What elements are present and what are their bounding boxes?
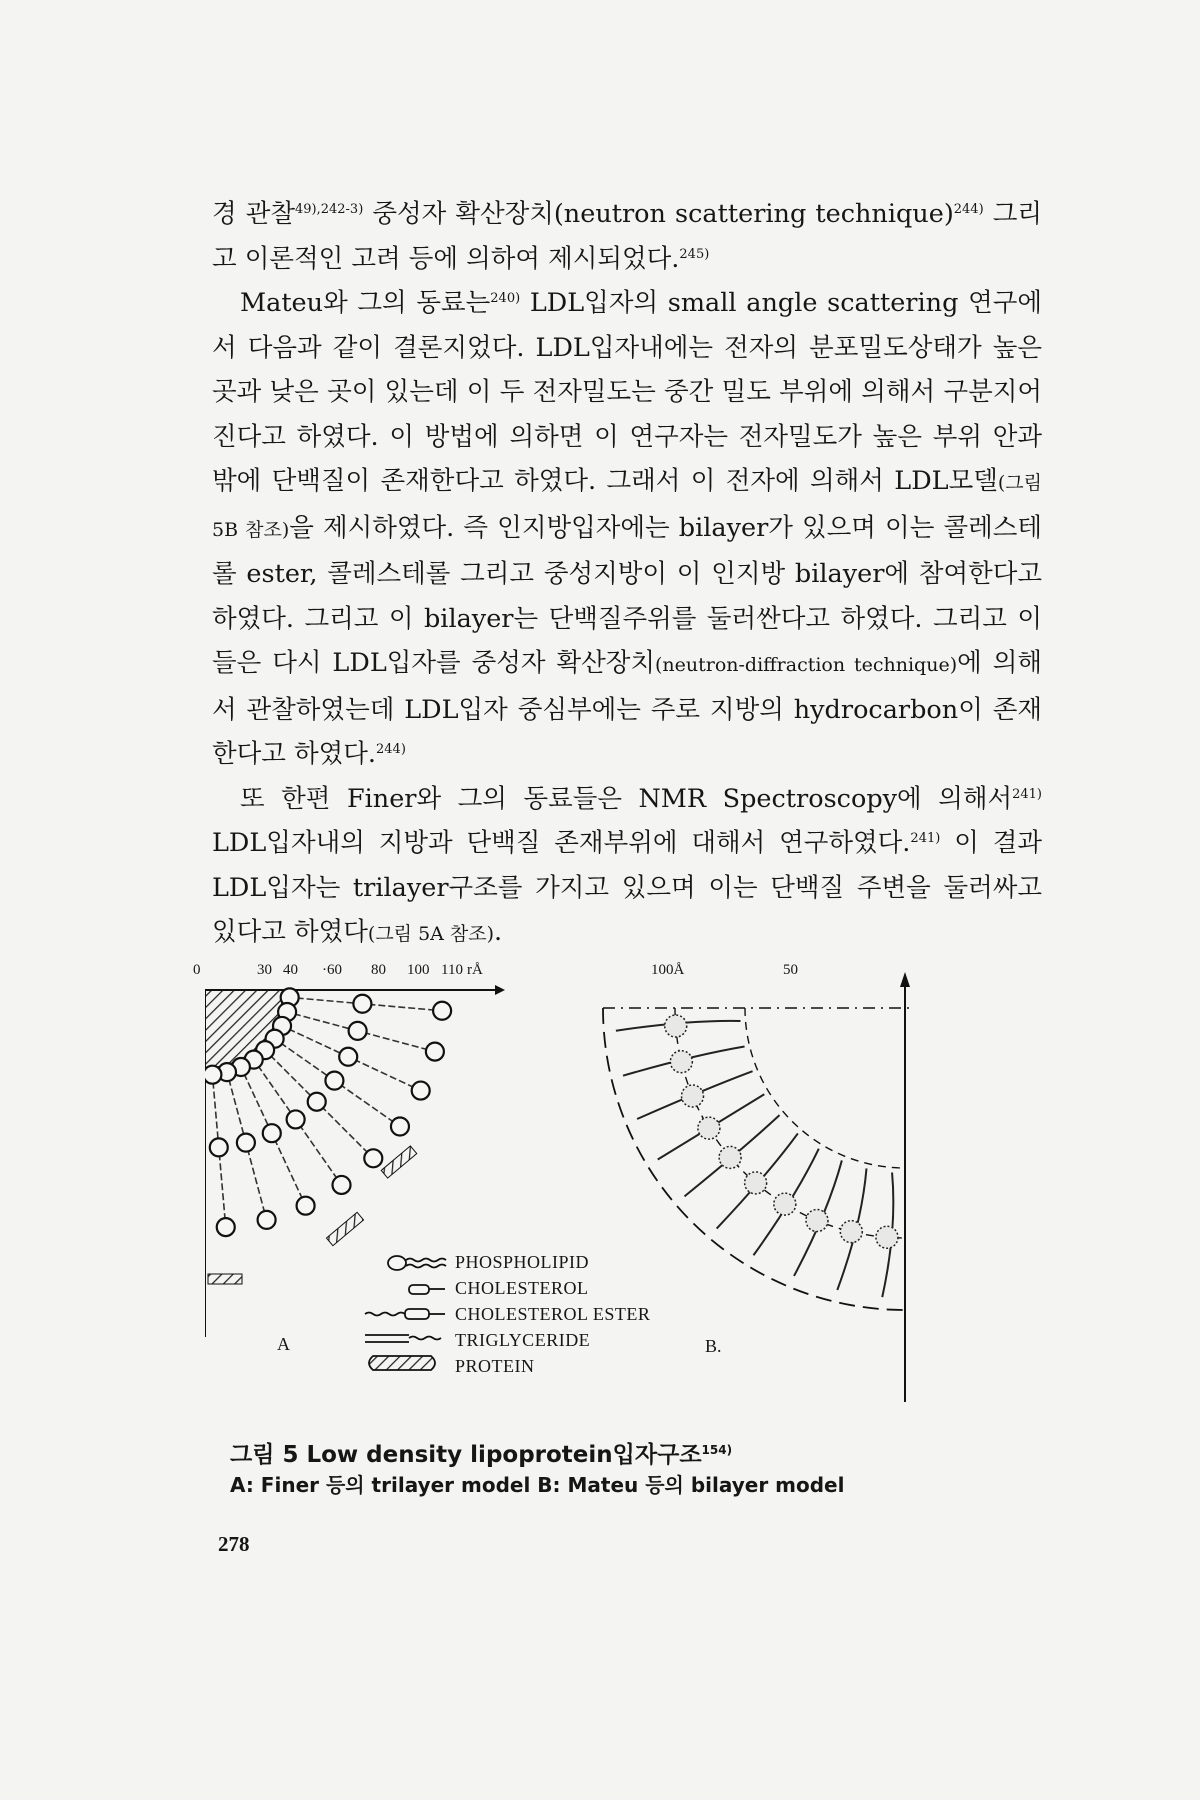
axis-tick: rÅ (467, 962, 483, 978)
text-run: LDL입자내의 지방과 단백질 존재부위에 대해서 연구하였다. (212, 828, 911, 858)
protein-block (381, 1146, 417, 1178)
axis-tick: 100 (407, 962, 430, 978)
figure-caption-title (230, 1436, 732, 1469)
technique-name: (neutron-diffraction technique) (654, 654, 958, 676)
lipid-chain (354, 1059, 412, 1086)
legend-symbols (365, 1256, 446, 1370)
protein-globule (745, 1172, 767, 1194)
citation: 240) (490, 291, 521, 306)
phospholipid-head (287, 1110, 305, 1128)
outer-boundary (603, 1008, 905, 1310)
citation: 49),242-3) (294, 202, 364, 217)
phospholipid-head (258, 1211, 276, 1229)
lipid-chain (321, 1106, 366, 1151)
protein-globule (876, 1226, 898, 1248)
axis-tick: 80 (371, 962, 386, 978)
legend-protein: PROTEIN (455, 1356, 535, 1376)
protein-block (326, 1212, 363, 1245)
legend-phospholipid: PHOSPHOLIPID (455, 1252, 590, 1272)
phospholipid-head (263, 1124, 281, 1142)
protein-globule (682, 1085, 704, 1107)
bilayer-lipids (616, 1015, 898, 1297)
phospholipid-head (339, 1048, 357, 1066)
page-number: 278 (218, 1532, 250, 1556)
protein-globule (840, 1221, 862, 1243)
phospholipid-head (333, 1176, 351, 1194)
text-run: 을 제시하였다. 즉 인지방입자에는 bilayer가 있으며 이는 콜레스테롤 ester, 콜레스테롤 그리고 중성지방이 이 인지방 bilayer에 참여한다고 하였다. 그리고 이 bilayer는 단백질주위를 둘러싼다고 하였다. 그리고 이들은 다시 LDL입자를 중성자 확산장치 (212, 512, 1042, 678)
phospholipid-head (325, 1072, 343, 1090)
phospholipid-head (391, 1118, 409, 1136)
text-run: 중성자 확산장치(neutron scattering technique) (363, 199, 954, 229)
panel-b-drawing (603, 972, 910, 1402)
lipid-chain (247, 1148, 264, 1210)
phospholipid-head (412, 1082, 430, 1100)
figure-reference: (그림 5A 참조) (367, 923, 495, 945)
figure-5 (193, 962, 1045, 1422)
axis-tick: 100Å (651, 962, 685, 978)
phospholipid-head (297, 1197, 315, 1215)
legend-cholesterol-ester: CHOLESTEROL ESTER (455, 1304, 651, 1324)
phospholipid-head (308, 1093, 326, 1111)
lipid-chain (368, 1004, 432, 1010)
axis-arrow-icon (495, 985, 505, 995)
text-run: 경 관찰 (212, 199, 295, 229)
paragraph-2 (212, 281, 1042, 777)
citation: 245) (679, 246, 710, 262)
lipid-chain (339, 1084, 391, 1121)
legend-cholesterol: CHOLESTEROL (455, 1278, 589, 1298)
paragraph-3 (212, 777, 1042, 957)
axis-tick: 0 (193, 962, 201, 978)
phospholipid-head (433, 1002, 451, 1020)
citation: 154) (701, 1443, 733, 1457)
citation: 244) (376, 742, 406, 757)
lipid-chain (363, 1032, 425, 1049)
axis-tick: 110 (441, 962, 463, 978)
text-run: 또 한편 Finer와 그의 동료들은 NMR Spectroscopy에 의해서 (240, 783, 1013, 814)
axis-tick: 50 (783, 962, 798, 978)
figure-drawing (205, 962, 1045, 1422)
phospholipid-head (364, 1149, 382, 1167)
protein-globule (719, 1146, 741, 1168)
text-run: LDL입자의 small angle scattering 연구에서 다음과 같이 결론지었다. LDL입자내에는 전자의 분포밀도상태가 높은 곳과 낮은 곳이 있는데 이 두 전자밀도는 중간 밀도 부위에 의해서 구분지어진다고 하였다. 이 방법에 의하면 이 연구자는 전자밀도가 높은 부위 안과 밖에 단백질이 존재한다고 하였다. 그래서 이 전자에 의해서 LDL모델 (212, 288, 1042, 496)
protein-globule (774, 1193, 796, 1215)
core-boundary (745, 1008, 905, 1168)
citation: 241) (1012, 786, 1042, 802)
body-text (212, 192, 1042, 957)
axis-tick: 40 (283, 962, 298, 978)
phospholipid-head (349, 1022, 367, 1040)
protein-globule (806, 1209, 828, 1231)
phospholipid-head (217, 1218, 235, 1236)
protein-block (208, 1274, 242, 1284)
protein-globule (665, 1015, 687, 1037)
text-run: . (494, 917, 503, 947)
legend-triglyceride: TRIGLYCERIDE (455, 1330, 591, 1350)
phospholipid-head (205, 1066, 221, 1084)
panel-label-b: B. (705, 1336, 722, 1356)
lipid-chain (274, 1139, 301, 1197)
figure-caption-subtitle: A: Finer 등의 trilayer model B: Mateu 등의 bilayer model (230, 1473, 845, 1497)
phospholipid-head (426, 1043, 444, 1061)
axis-tick: ·60 (322, 962, 342, 978)
figure-reference: (그림 5B 참조) (212, 472, 1042, 541)
text-run: 이 결과 LDL입자는 trilayer구조를 가지고 있으며 이는 단백질 주변을 둘러싸고 있다고 하였다 (212, 828, 1042, 947)
protein-globule (670, 1051, 692, 1073)
lipid-chain (219, 1153, 225, 1217)
axis-tick: 30 (257, 962, 272, 978)
phospholipid-head (210, 1138, 228, 1156)
text-run: 에 의해서 관찰하였는데 LDL입자 중심부에는 주로 지방의 hydrocarbon이 존재한다고 하였다. (212, 648, 1042, 769)
text-run: Mateu와 그의 동료는 (240, 288, 491, 318)
panel-label-a: A (277, 1334, 290, 1354)
citation: 244) (953, 202, 984, 217)
axis-arrow-icon (900, 972, 910, 987)
citation: 241) (910, 831, 941, 846)
caption-text: 그림 5 Low density lipoprotein입자구조 (230, 1442, 702, 1468)
phospholipid-head (353, 995, 371, 1013)
paragraph-1 (212, 192, 1042, 281)
phospholipid-head (237, 1134, 255, 1152)
protein-globule (698, 1117, 720, 1139)
lipid-chain (299, 1124, 336, 1176)
text-run: 그리고 이론적인 고려 등에 의하여 제시되었다. (212, 199, 1042, 274)
